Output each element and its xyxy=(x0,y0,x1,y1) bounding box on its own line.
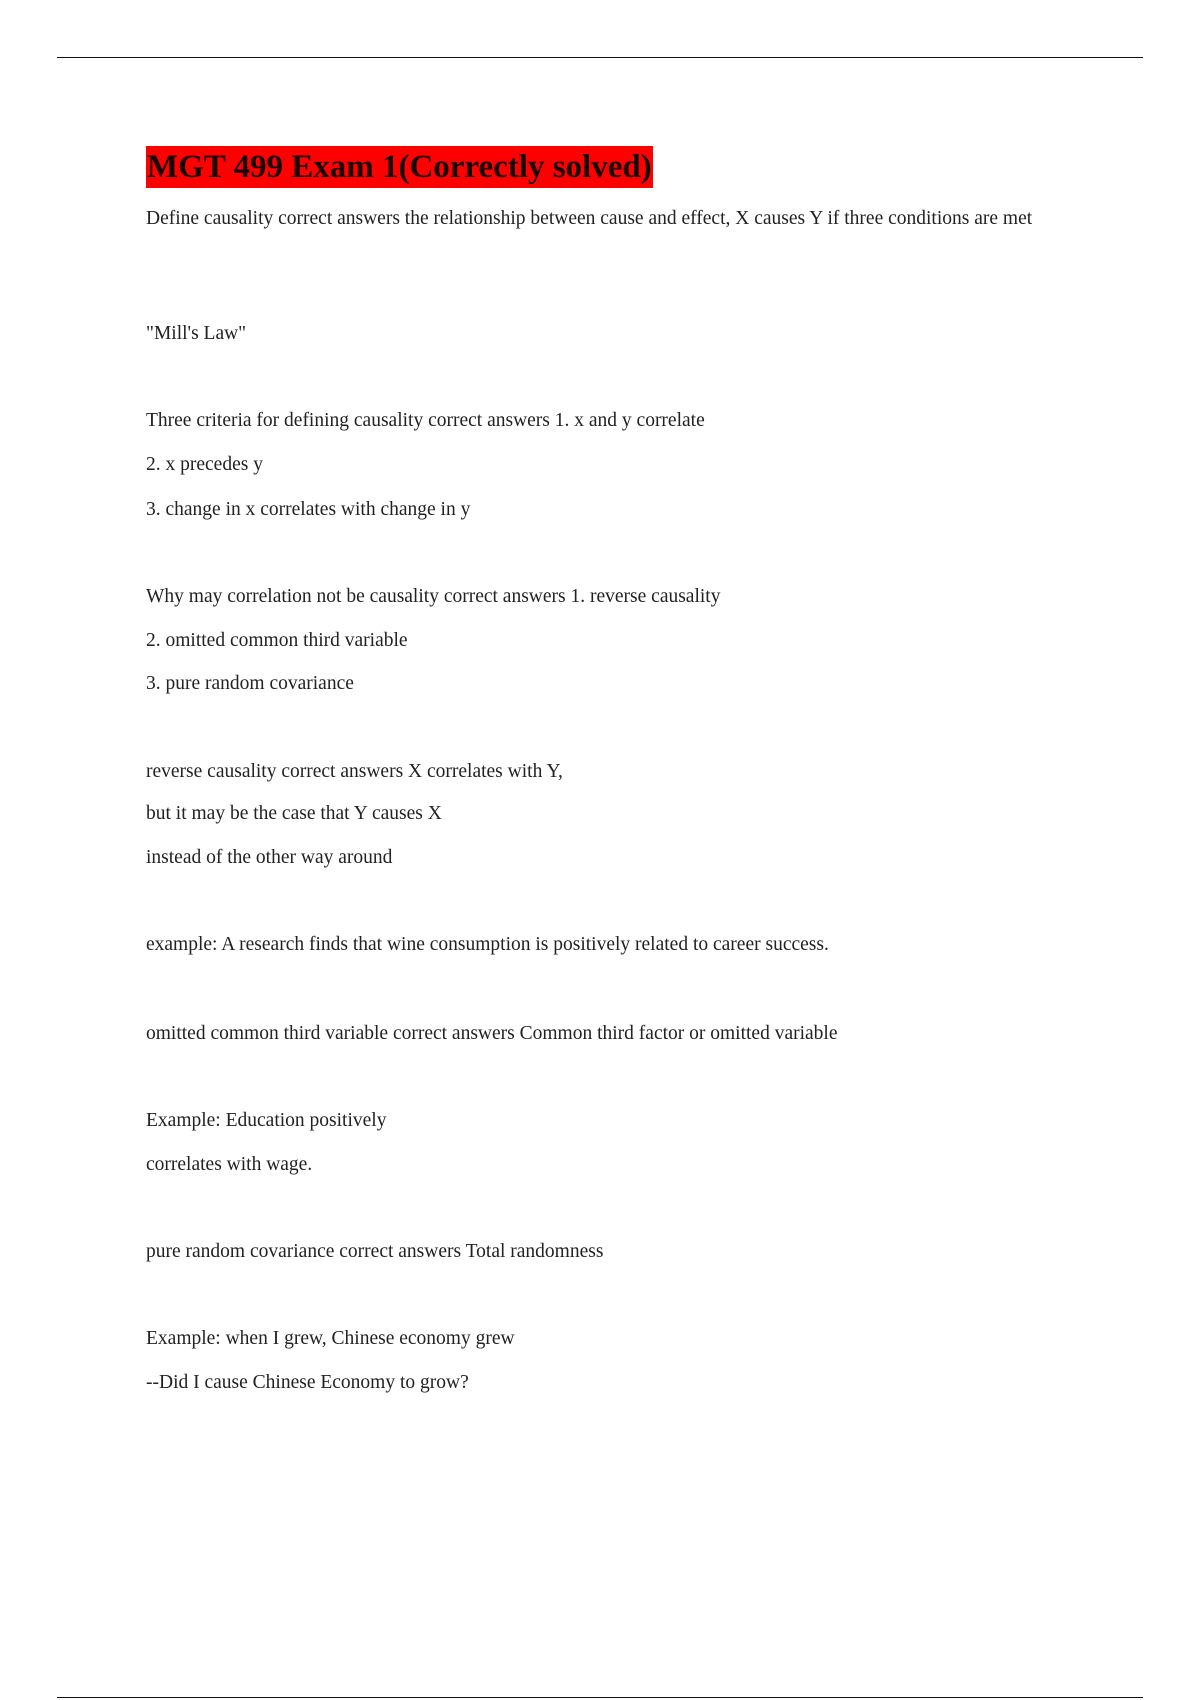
list-item: 3. pure random covariance xyxy=(146,673,354,694)
qa-omitted-variable: omitted common third variable correct answers Common third factor or omitted variable xyxy=(146,1023,838,1044)
text-line: but it may be the case that Y causes X xyxy=(146,803,442,824)
text-line: correlates with wage. xyxy=(146,1154,313,1175)
list-item: 3. change in x correlates with change in y xyxy=(146,499,471,520)
list-item: 2. x precedes y xyxy=(146,454,263,475)
qa-random-covariance: pure random covariance correct answers Total randomness xyxy=(146,1241,604,1262)
text-example-wine: example: A research finds that wine consumption is positively related to career success. xyxy=(146,934,829,955)
qa-define-causality: Define causality correct answers the relationship between cause and effect, X causes Y if three conditions are met xyxy=(146,208,1033,229)
qa-reverse-causality: reverse causality correct answers X correlates with Y, xyxy=(146,761,563,782)
text-example-chinese-economy: Example: when I grew, Chinese economy grew xyxy=(146,1328,515,1349)
document-title: MGT 499 Exam 1(Correctly solved) xyxy=(146,146,653,188)
qa-correlation-not-causality: Why may correlation not be causality correct answers 1. reverse causality xyxy=(146,586,721,607)
text-line: instead of the other way around xyxy=(146,847,393,868)
text-line: --Did I cause Chinese Economy to grow? xyxy=(146,1372,469,1393)
footer-rule xyxy=(57,1697,1143,1698)
list-item: 2. omitted common third variable xyxy=(146,630,408,651)
title-container xyxy=(146,146,653,188)
text-example-education: Example: Education positively xyxy=(146,1110,387,1131)
header-rule xyxy=(57,57,1143,58)
qa-three-criteria: Three criteria for defining causality correct answers 1. x and y correlate xyxy=(146,410,705,431)
text-mills-law: "Mill's Law" xyxy=(146,323,247,344)
